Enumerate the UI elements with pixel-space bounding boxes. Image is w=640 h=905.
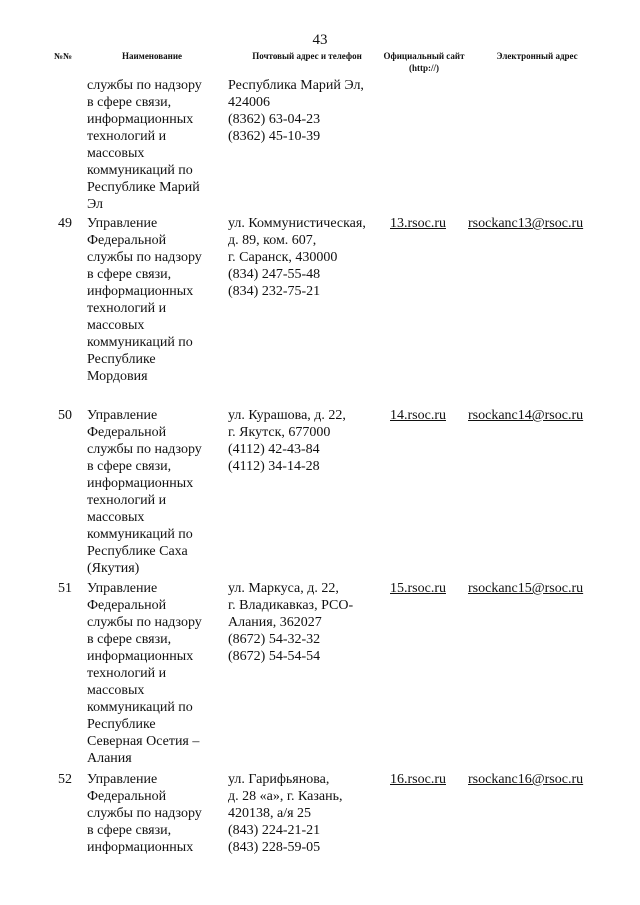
row-number: 49 [58,216,72,231]
column-header-address: Почтовый адрес и телефон [252,51,362,61]
website-link[interactable]: 15.rsoc.ru [390,581,446,596]
agency-name: Управление Федеральной службы по надзору в сфере связи, информационных [87,772,202,855]
email-link[interactable]: rsockanc15@rsoc.ru [468,581,584,596]
agency-name: Управление Федеральной службы по надзору в сфере связи, информационных технологий и массовых коммуникаций по Республике Саха (Якутия) [87,408,202,576]
column-header-number: №№ [54,51,73,61]
email-link[interactable]: rsockanc16@rsoc.ru [468,772,584,787]
row-number: 50 [58,408,72,423]
postal-address: ул. Курашова, д. 22, г. Якутск, 677000 (4112) 42-43-84 (4112) 34-14-28 [228,408,346,474]
agency-name: Управление Федеральной службы по надзору в сфере связи, информационных технологий и массовых коммуникаций по Республике Мордовия [87,216,202,384]
website-link[interactable]: 14.rsoc.ru [390,408,446,423]
postal-address: ул. Маркуса, д. 22, г. Владикавказ, РСО- Алания, 362027 (8672) 54-32-32 (8672) 54-54-54 [228,581,354,664]
agency-name: Управление Федеральной службы по надзору в сфере связи, информационных технологий и массовых коммуникаций по Республике Северная Осетия – Алания [87,581,202,766]
postal-address: ул. Гарифьянова, д. 28 «а», г. Казань, 420138, а/я 25 (843) 224-21-21 (843) 228-59-05 [228,772,343,855]
row-number: 51 [58,581,72,596]
row-number: 52 [58,772,72,787]
column-header-site: Официальный сайт (http://) [383,51,465,73]
postal-address: Республика Марий Эл, 424006 (8362) 63-04-23 (8362) 45-10-39 [228,78,364,144]
column-header-name: Наименование [122,51,182,61]
postal-address: ул. Коммунистическая, д. 89, ком. 607, г. Саранск, 430000 (834) 247-55-48 (834) 232-75-21 [228,216,366,299]
column-header-email: Электронный адрес [496,51,578,61]
agency-name: службы по надзору в сфере связи, информационных технологий и массовых коммуникаций по Республике Марий Эл [87,78,202,212]
website-link[interactable]: 13.rsoc.ru [390,216,446,231]
website-link[interactable]: 16.rsoc.ru [390,772,446,787]
email-link[interactable]: rsockanc14@rsoc.ru [468,408,584,423]
page-number: 43 [312,32,328,48]
email-link[interactable]: rsockanc13@rsoc.ru [468,216,584,231]
